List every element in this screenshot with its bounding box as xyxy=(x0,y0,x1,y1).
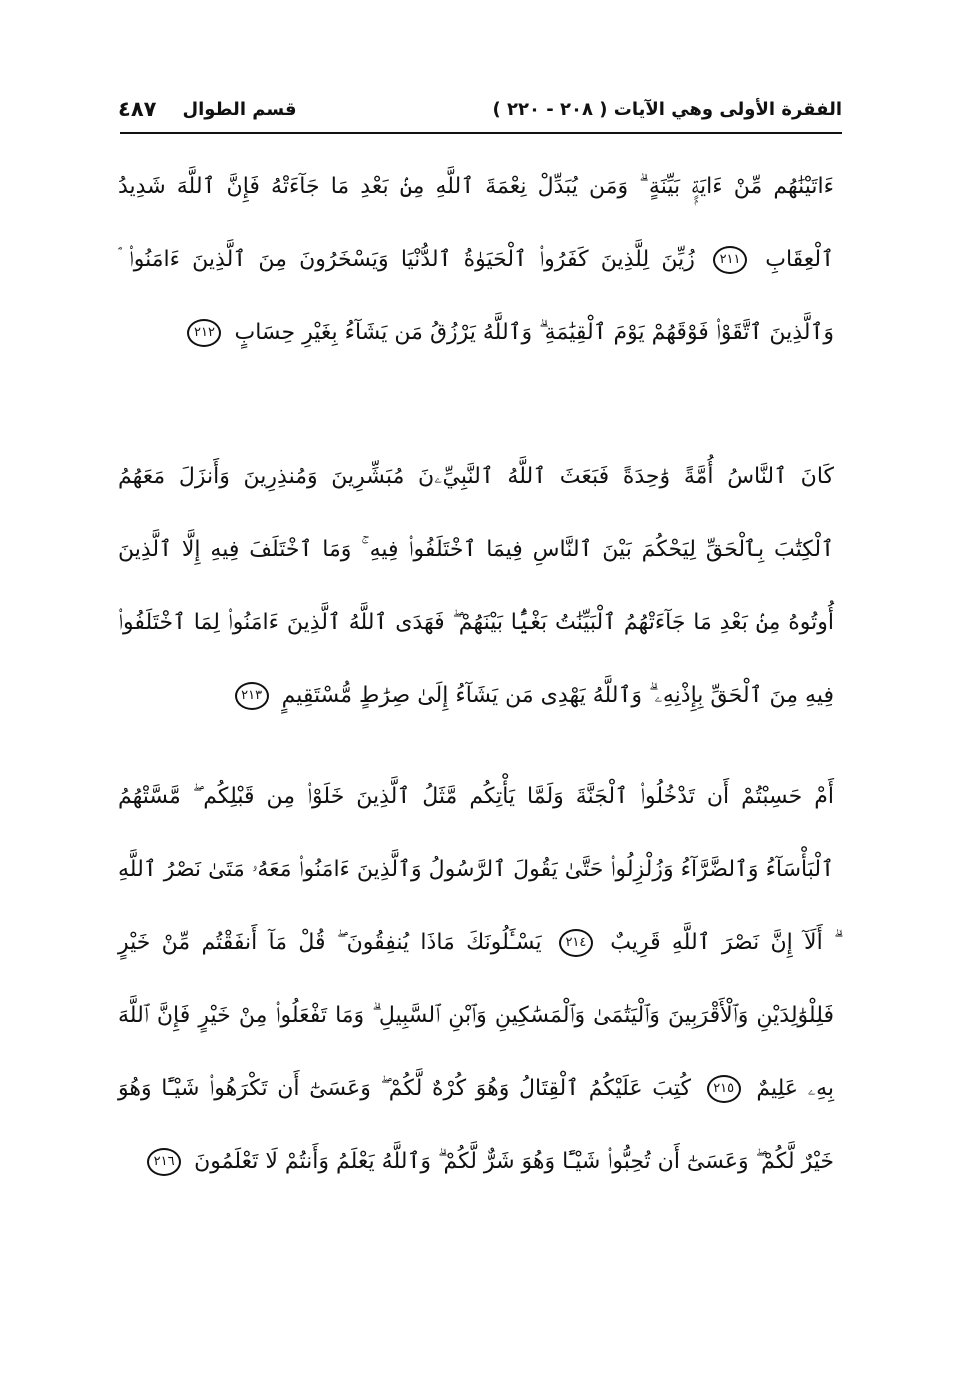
passage-title: الفقرة الأولى وهي الآيات ( ٢٠٨ - ٢٢٠ ) xyxy=(492,98,842,120)
ayah-number-marker-213: ٢١٣ xyxy=(235,682,269,710)
header-right xyxy=(118,97,296,121)
verse-block-1 xyxy=(118,150,834,369)
ayah-number-marker-212: ٢١٢ xyxy=(187,319,221,347)
verse-text-213: كَانَ ٱلنَّاسُ أُمَّةً وَٰحِدَةً فَبَعَثَ ٱللَّهُ ٱلنَّبِيِّۦنَ مُبَشِّرِينَ وَمُنذِرِينَ وَأَنزَلَ مَعَهُمُ ٱلْكِتَٰبَ بِٱلْحَقِّ لِيَحْكُمَ بَيْنَ ٱلنَّاسِ فِيمَا ٱخْتَلَفُوا۟ فِيهِ ۚ وَمَا ٱخْتَلَفَ فِيهِ إِلَّا ٱلَّذِينَ أُوتُوهُ مِنۢ بَعْدِ مَا جَآءَتْهُمُ ٱلْبَيِّنَٰتُ بَغْيًۢا بَيْنَهُمْ ۖ فَهَدَى ٱللَّهُ ٱلَّذِينَ ءَامَنُوا۟ لِمَا ٱخْتَلَفُوا۟ فِيهِ مِنَ ٱلْحَقِّ بِإِذْنِهِۦ ۗ وَٱللَّهُ يَهْدِى مَن يَشَآءُ إِلَىٰ صِرَٰطٍ مُّسْتَقِيمٍ xyxy=(118,464,834,708)
verse-text-214: أَمْ حَسِبْتُمْ أَن تَدْخُلُوا۟ ٱلْجَنَّةَ وَلَمَّا يَأْتِكُم مَّثَلُ ٱلَّذِينَ خَلَوْا۟ مِن قَبْلِكُم ۖ مَّسَّتْهُمُ ٱلْبَأْسَآءُ وَٱلضَّرَّآءُ وَزُلْزِلُوا۟ حَتَّىٰ يَقُولَ ٱلرَّسُولُ وَٱلَّذِينَ ءَامَنُوا۟ مَعَهُۥ مَتَىٰ نَصْرُ ٱللَّهِ ۗ أَلَآ إِنَّ نَصْرَ ٱللَّهِ قَرِيبٌ xyxy=(118,784,834,955)
page-number: ٤٨٧ xyxy=(118,97,157,121)
verse-text-215: يَسْـَٔلُونَكَ مَاذَا يُنفِقُونَ ۖ قُلْ مَآ أَنفَقْتُم مِّنْ خَيْرٍ فَلِلْوَٰلِدَيْنِ وَٱلْأَقْرَبِينَ وَٱلْيَتَٰمَىٰ وَٱلْمَسَٰكِينِ وَٱبْنِ ٱلسَّبِيلِ ۗ وَمَا تَفْعَلُوا۟ مِنْ خَيْرٍ فَإِنَّ ٱللَّهَ بِهِۦ عَلِيمٌ xyxy=(118,930,835,1101)
section-label: قسم الطوال xyxy=(182,98,297,120)
verse-block-3 xyxy=(118,760,834,1198)
page-header xyxy=(118,92,842,126)
verse-text-216: كُتِبَ عَلَيْكُمُ ٱلْقِتَالُ وَهُوَ كُرْهٌ لَّكُمْ ۖ وَعَسَىٰٓ أَن تَكْرَهُوا۟ شَيْـًٔا وَهُوَ خَيْرٌ لَّكُمْ ۖ وَعَسَىٰٓ أَن تُحِبُّوا۟ شَيْـًٔا وَهُوَ شَرٌّ لَّكُمْ ۗ وَٱللَّهُ يَعْلَمُ وَأَنتُمْ لَا تَعْلَمُونَ xyxy=(118,1076,834,1174)
ayah-number-marker-214: ٢١٤ xyxy=(559,929,593,957)
ayah-number-marker-215: ٢١٥ xyxy=(707,1075,741,1103)
ayah-number-marker-211: ٢١١ xyxy=(713,246,747,274)
ayah-number-marker-216: ٢١٦ xyxy=(147,1148,181,1176)
header-divider xyxy=(120,132,842,134)
verse-block-2 xyxy=(118,440,834,732)
verse-text-212: زُيِّنَ لِلَّذِينَ كَفَرُوا۟ ٱلْحَيَوٰةُ ٱلدُّنْيَا وَيَسْخَرُونَ مِنَ ٱلَّذِينَ ءَامَنُوا۟ ۘ وَٱلَّذِينَ ٱتَّقَوْا۟ فَوْقَهُمْ يَوْمَ ٱلْقِيَٰمَةِ ۗ وَٱللَّهُ يَرْزُقُ مَن يَشَآءُ بِغَيْرِ حِسَابٍ xyxy=(118,247,834,345)
verse-text-211: ءَاتَيْنَٰهُم مِّنْ ءَايَةٍۭ بَيِّنَةٍ ۗ وَمَن يُبَدِّلْ نِعْمَةَ ٱللَّهِ مِنۢ بَعْدِ مَا جَآءَتْهُ فَإِنَّ ٱللَّهَ شَدِيدُ ٱلْعِقَابِ xyxy=(118,174,834,272)
